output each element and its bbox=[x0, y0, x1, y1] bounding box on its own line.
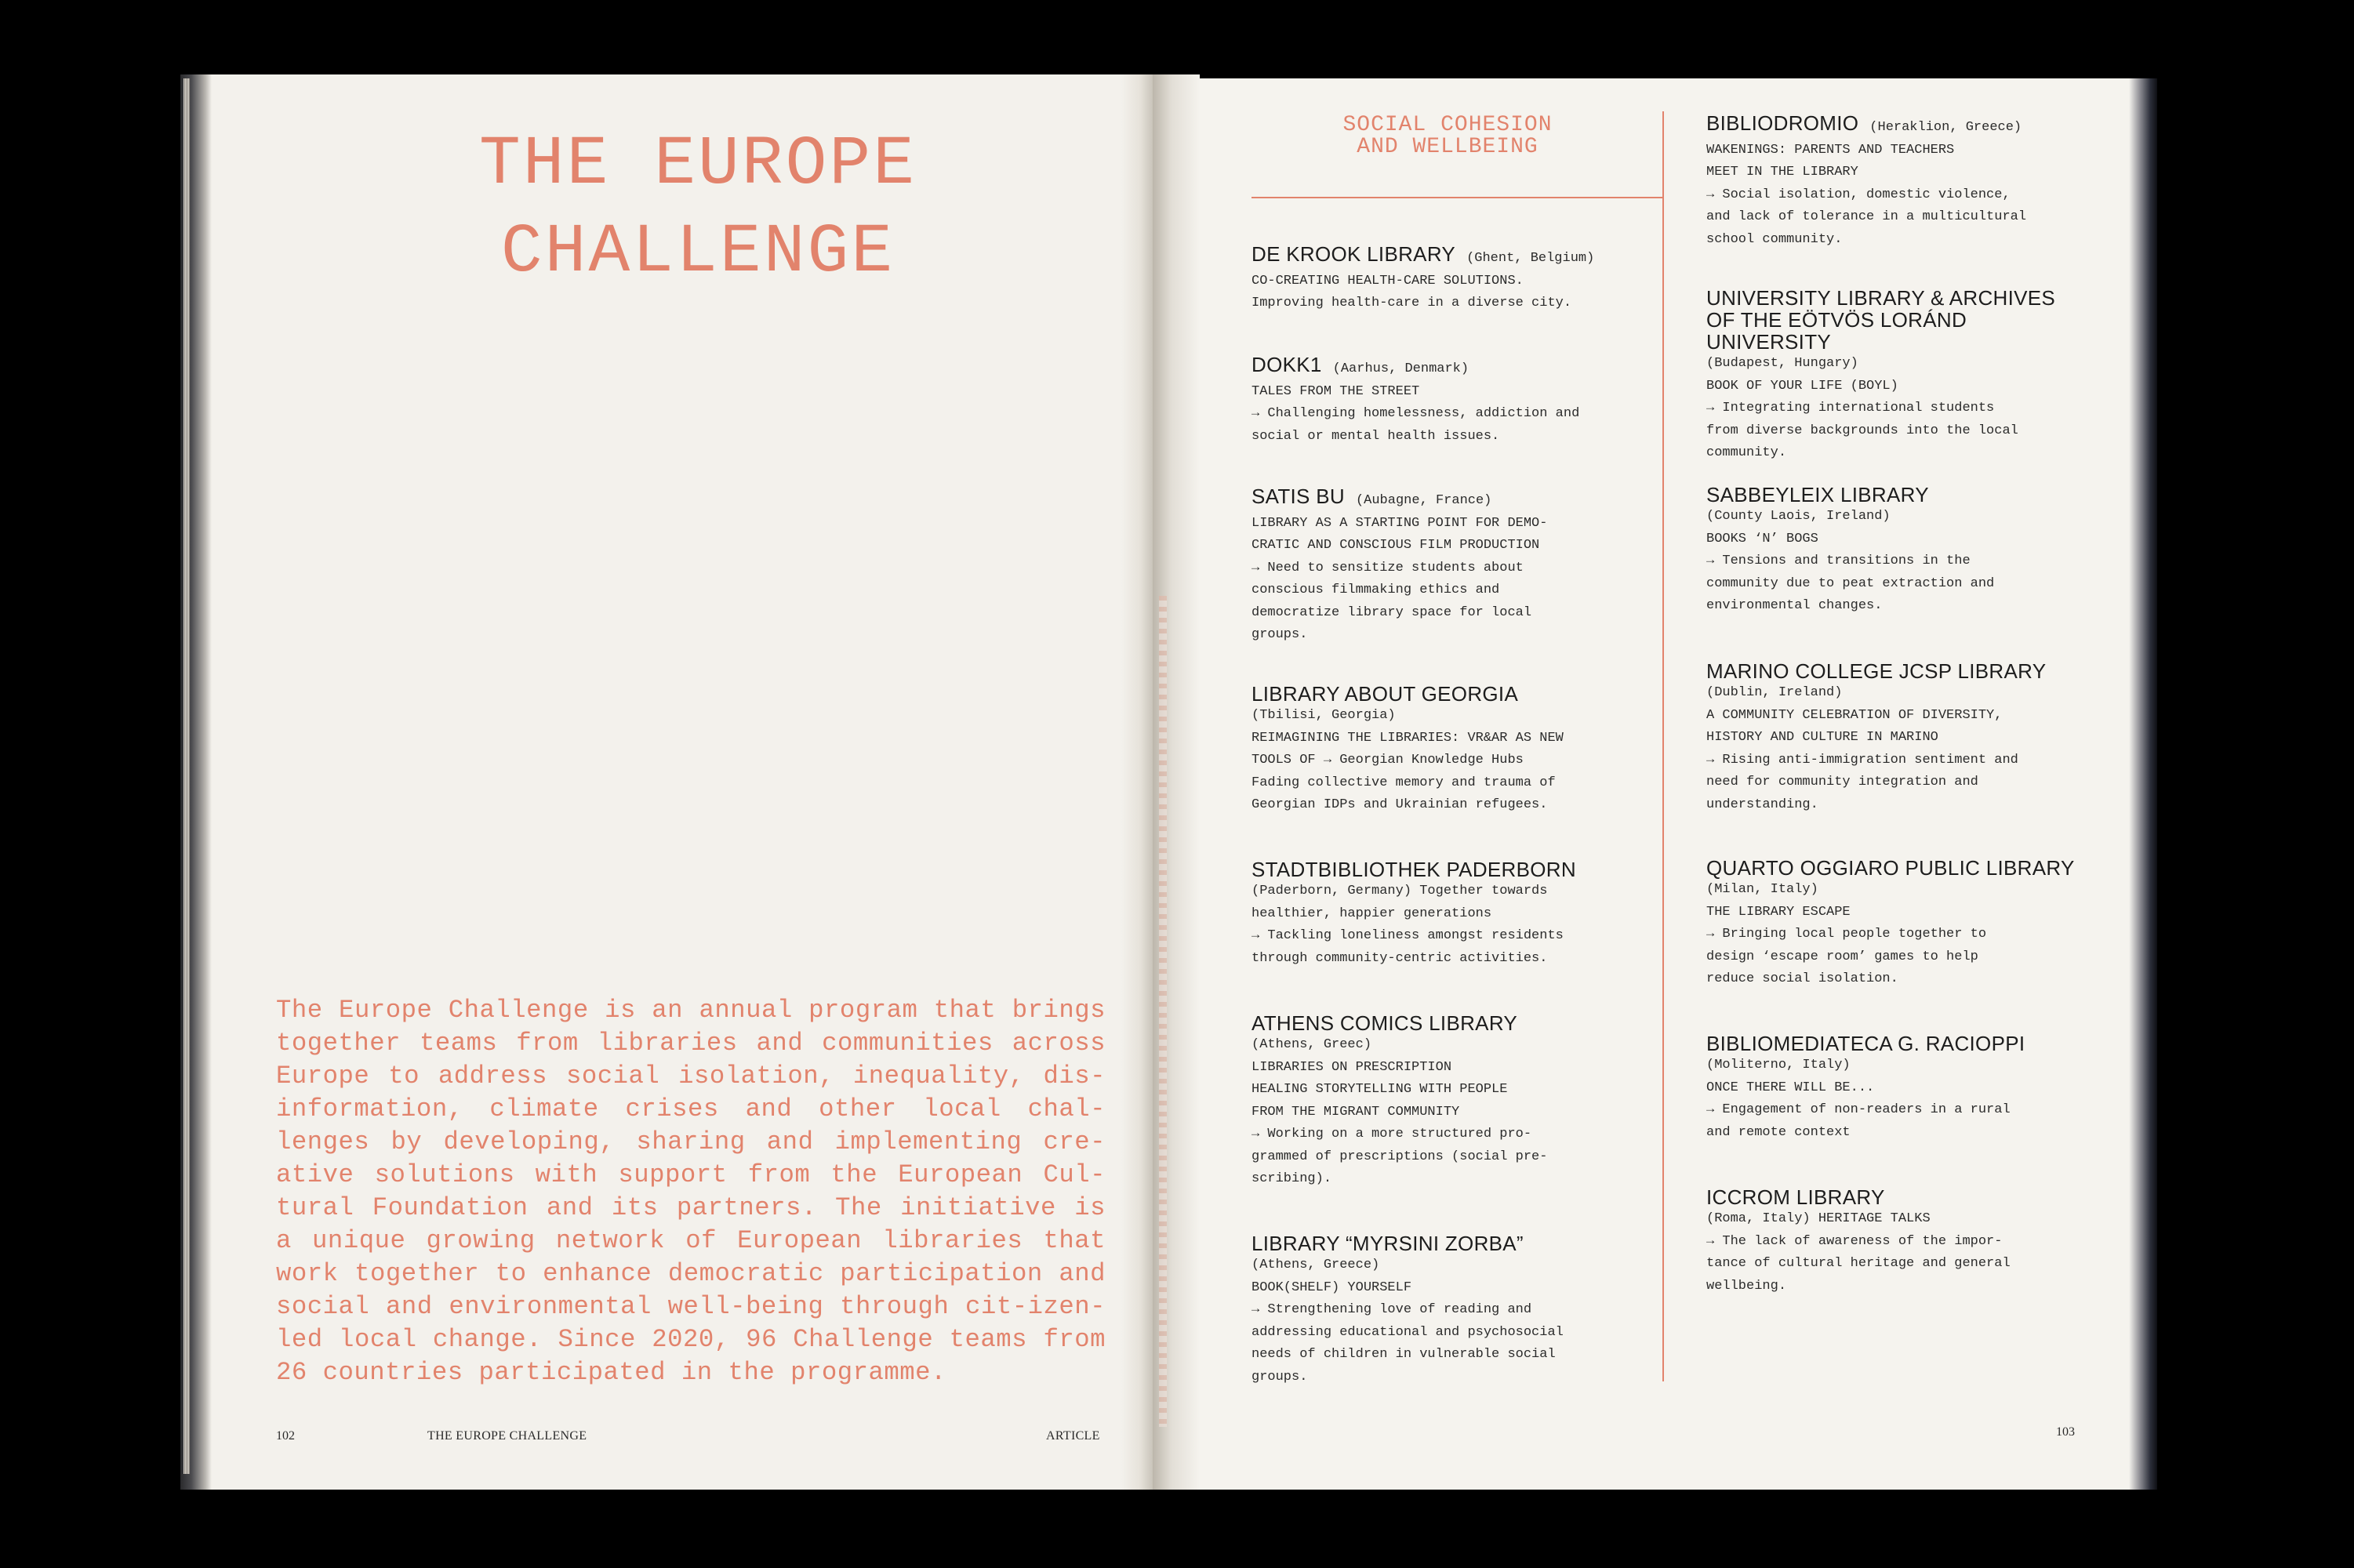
library-entry bbox=[1251, 683, 1620, 817]
library-description: (Athens, Greece) BOOK(SHELF) YOURSELF → Strengthening love of reading and addressing educational and psychosocial needs of children in vulnerable social groups. bbox=[1251, 1258, 1564, 1385]
page-number-left: 102 bbox=[276, 1429, 295, 1443]
library-entry bbox=[1706, 1186, 2083, 1298]
title-line-1: THE EUROPE bbox=[478, 126, 917, 204]
library-entry bbox=[1251, 485, 1620, 647]
page-number-right: 103 bbox=[2056, 1425, 2075, 1439]
library-entry bbox=[1251, 243, 1620, 315]
library-location: (Ghent, Belgium) bbox=[1466, 251, 1595, 266]
library-entry bbox=[1706, 484, 2083, 618]
library-name: SATIS BU bbox=[1251, 485, 1345, 508]
library-name: BIBLIODROMIO bbox=[1706, 111, 1859, 135]
library-name: BIBLIOMEDIATECA G. RACIOPPI bbox=[1706, 1032, 2025, 1055]
library-name: ICCROM LIBRARY bbox=[1706, 1185, 1885, 1209]
column-divider bbox=[1662, 111, 1664, 1381]
library-description: (Moliterno, Italy) ONCE THERE WILL BE... → Engagement of non-readers in a rural and remote context bbox=[1706, 1058, 2011, 1140]
intro-paragraph: The Europe Challenge is an annual program that brings together teams from libraries and communities across Europe to address social isolation, inequality, dis-information, climate crises and other local chal-lenges by developing, sharing and implementing cre-ative solutions with support from the European Cul-tural Foundation and its partners. The initiative is a unique growing network of European libraries that work together to enhance democratic participation and social and environmental well-being through cit-izen-led local change. Since 2020, 96 Challenge teams from 26 countries participated in the programme. bbox=[276, 996, 1106, 1387]
library-description: (Tbilisi, Georgia) REIMAGINING THE LIBRARIES: VR&AR AS NEW TOOLS OF → Georgian Knowledge Hubs Fading collective memory and trauma of Georgian IDPs and Ukrainian refugees. bbox=[1251, 708, 1564, 812]
library-name: LIBRARY “MYRSINI ZORBA” bbox=[1251, 1232, 1524, 1255]
library-description: LIBRARY AS A STARTING POINT FOR DEMO- CRATIC AND CONSCIOUS FILM PRODUCTION → Need to sensitize students about conscious filmmaking ethics and democratize library space for local groups. bbox=[1251, 515, 1548, 642]
library-description: (Paderborn, Germany) Together towards healthier, happier generations → Tackling loneliness amongst residents through community-centric activities. bbox=[1251, 884, 1564, 966]
library-entry bbox=[1251, 1232, 1620, 1388]
running-title: THE EUROPE CHALLENGE bbox=[427, 1429, 587, 1443]
library-description: TALES FROM THE STREET → Challenging homelessness, addiction and social or mental health issues. bbox=[1251, 383, 1580, 444]
library-name: QUARTO OGGIARO PUBLIC LIBRARY bbox=[1706, 856, 2075, 880]
library-entry bbox=[1251, 858, 1620, 970]
library-description: (Roma, Italy) HERITAGE TALKS → The lack of awareness of the impor- tance of cultural heritage and general wellbeing. bbox=[1706, 1211, 2011, 1294]
left-gutter-shadow bbox=[1121, 74, 1153, 1490]
library-description: WAKENINGS: PARENTS AND TEACHERS MEET IN THE LIBRARY → Social isolation, domestic violence, and lack of tolerance in a multicultural school community. bbox=[1706, 142, 2027, 247]
gutter-bleed bbox=[1159, 596, 1167, 1427]
library-name: DOKK1 bbox=[1251, 353, 1322, 376]
library-name: UNIVERSITY LIBRARY & ARCHIVES OF THE EÖTVÖS LORÁND UNIVERSITY bbox=[1706, 286, 2056, 354]
library-description: (County Laois, Ireland) BOOKS ‘N’ BOGS → Tensions and transitions in the community due to peat extraction and environmental changes. bbox=[1706, 509, 1995, 613]
library-entry bbox=[1706, 287, 2083, 465]
page-title bbox=[392, 122, 1004, 297]
running-section: ARTICLE bbox=[1046, 1429, 1100, 1443]
library-description: (Dublin, Ireland) A COMMUNITY CELEBRATION OF DIVERSITY, HISTORY AND CULTURE IN MARINO → Rising anti-immigration sentiment and need for community integration and understanding. bbox=[1706, 685, 2018, 812]
page-stack-edge bbox=[183, 78, 190, 1474]
library-name: MARINO COLLEGE JCSP LIBRARY bbox=[1706, 659, 2047, 683]
title-line-2: CHALLENGE bbox=[500, 214, 895, 292]
library-location: (Aubagne, France) bbox=[1355, 493, 1492, 508]
library-entry bbox=[1251, 354, 1620, 448]
library-location: (Heraklion, Greece) bbox=[1869, 120, 2022, 135]
library-name: STADTBIBLIOTHEK PADERBORN bbox=[1251, 858, 1576, 881]
library-entry bbox=[1251, 1012, 1620, 1191]
library-description: CO-CREATING HEALTH-CARE SOLUTIONS. Improving health-care in a diverse city. bbox=[1251, 273, 1572, 310]
library-entry bbox=[1706, 112, 2083, 251]
library-entry bbox=[1706, 857, 2083, 991]
section-heading: SOCIAL COHESION AND WELLBEING bbox=[1342, 113, 1553, 159]
library-name: LIBRARY ABOUT GEORGIA bbox=[1251, 682, 1519, 706]
library-entry bbox=[1706, 1033, 2083, 1144]
library-description: (Athens, Greec) LIBRARIES ON PRESCRIPTION HEALING STORYTELLING WITH PEOPLE FROM THE MIGRANT COMMUNITY → Working on a more structured pro- grammed of prescriptions (social pre- scribing). bbox=[1251, 1037, 1548, 1186]
library-description: (Milan, Italy) THE LIBRARY ESCAPE → Bringing local people together to design ‘escape room’ games to help reduce social isolation. bbox=[1706, 882, 1987, 986]
library-name: ATHENS COMICS LIBRARY bbox=[1251, 1011, 1518, 1035]
library-location: (Aarhus, Denmark) bbox=[1332, 361, 1469, 376]
library-entry bbox=[1706, 660, 2083, 816]
library-description: (Budapest, Hungary) BOOK OF YOUR LIFE (BOYL) → Integrating international students from diverse backgrounds into the local community. bbox=[1706, 356, 2018, 460]
right-page-edge bbox=[2129, 78, 2157, 1490]
library-name: SABBEYLEIX LIBRARY bbox=[1706, 483, 1929, 506]
heading-rule bbox=[1251, 197, 1662, 198]
library-name: DE KROOK LIBRARY bbox=[1251, 242, 1456, 266]
